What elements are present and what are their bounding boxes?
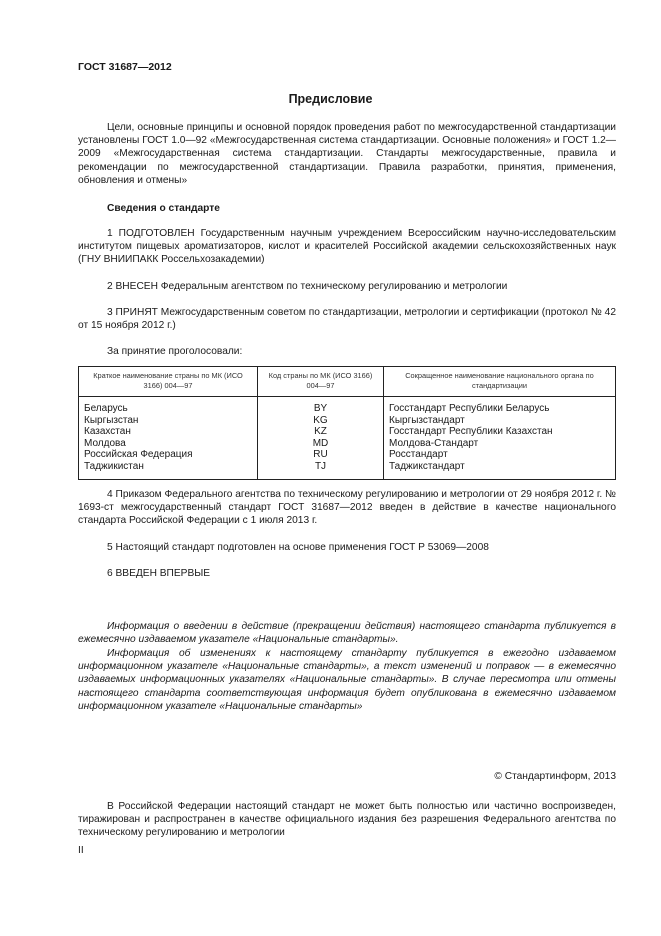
agency-cell: Таджикстандарт [384,461,616,479]
item-1: 1 ПОДГОТОВЛЕН Государственным научным учреждением Всероссийским научно-исследовательским институтом пищевых ароматизаторов, кислот и красителей Российской академии сельскохозяйственных наук (ГНУ ВНИИПАКК Россельхозакадемии) [78,228,616,266]
item-3: 3 ПРИНЯТ Межгосударственным советом по стандартизации, метрологии и сертификации (протокол № 42 от 15 ноября 2012 г.) [78,307,616,332]
header-code: Код страны по МК (ИСО 3166) 004—97 [258,367,384,397]
country-cell: Молдова [79,438,258,450]
vote-label: За принятие проголосовали: [107,346,243,357]
table-row [79,449,616,461]
table-row [79,426,616,438]
agency-cell: Росстандарт [384,449,616,461]
header-country: Краткое наименование страны по МК (ИСО 3166) 004—97 [79,367,258,397]
info-paragraph-1: Информация о введении в действие (прекращении действия) настоящего стандарта публикуется в ежемесячно издаваемом указателе «Национальные стандарты». [78,621,616,646]
code-cell: KZ [258,426,384,438]
code-cell: RU [258,449,384,461]
agency-cell: Госстандарт Республики Казахстан [384,426,616,438]
table-row [79,415,616,427]
intro-paragraph: Цели, основные принципы и основной порядок проведения работ по межгосударственной стандартизации установлены ГОСТ 1.0—92 «Межгосударственная система стандартизации. Основные положения» и ГОСТ 1.2—2009 «Межгосударственная система стандартизации. Стандарты межгосударственные, правила и рекомендации по межгосударственной стандартизации. Правила разработки, принятия, применения, обновления и отмены» [78,122,616,186]
code-cell: KG [258,415,384,427]
item-6: 6 ВВЕДЕН ВПЕРВЫЕ [107,568,211,579]
table-row [79,397,616,415]
country-cell: Казахстан [79,426,258,438]
table-row [79,461,616,479]
header-agency: Сокращенное наименование национального органа по стандартизации [384,367,616,397]
agency-cell: Кыргызстандарт [384,415,616,427]
item-5: 5 Настоящий стандарт подготовлен на основе применения ГОСТ Р 53069—2008 [107,542,489,553]
page-title: Предисловие [288,92,373,106]
item-2: 2 ВНЕСЕН Федеральным агентством по техническому регулированию и метрологии [107,281,508,292]
code-cell: TJ [258,461,384,479]
page-number: II [78,845,84,856]
agency-cell: Госстандарт Республики Беларусь [384,397,616,415]
country-cell: Российская Федерация [79,449,258,461]
copyright: © Стандартинформ, 2013 [494,771,616,782]
section-heading: Сведения о стандарте [107,203,220,214]
voting-table [78,366,616,480]
country-cell: Беларусь [79,397,258,415]
info-paragraph-2: Информация об изменениях к настоящему стандарту публикуется в ежегодно издаваемом информационном указателе «Национальные стандарты», а текст изменений и поправок — в ежемесячно издаваемых информационных указателях «Национальные стандарты». В случае пересмотра или отмены настоящего стандарта соответствующая информация будет опубликована в ежемесячно издаваемом информационном указателе «Национальные стандарты» [78,648,616,712]
document-code: ГОСТ 31687—2012 [78,61,172,73]
table-header-row [79,367,616,397]
agency-cell: Молдова-Стандарт [384,438,616,450]
country-cell: Таджикистан [79,461,258,479]
country-cell: Кыргызстан [79,415,258,427]
code-cell: MD [258,438,384,450]
table-row [79,438,616,450]
legal-notice: В Российской Федерации настоящий стандарт не может быть полностью или частично воспроизведен, тиражирован и распространен в качестве официального издания без разрешения Федерального агентства по техническому регулированию и метрологии [78,801,616,839]
item-4: 4 Приказом Федерального агентства по техническому регулированию и метрологии от 29 ноября 2012 г. № 1693-ст межгосударственный стандарт ГОСТ 31687—2012 введен в действие в качестве национального стандарта Российской Федерации с 1 июля 2013 г. [78,489,616,527]
code-cell: BY [258,397,384,415]
